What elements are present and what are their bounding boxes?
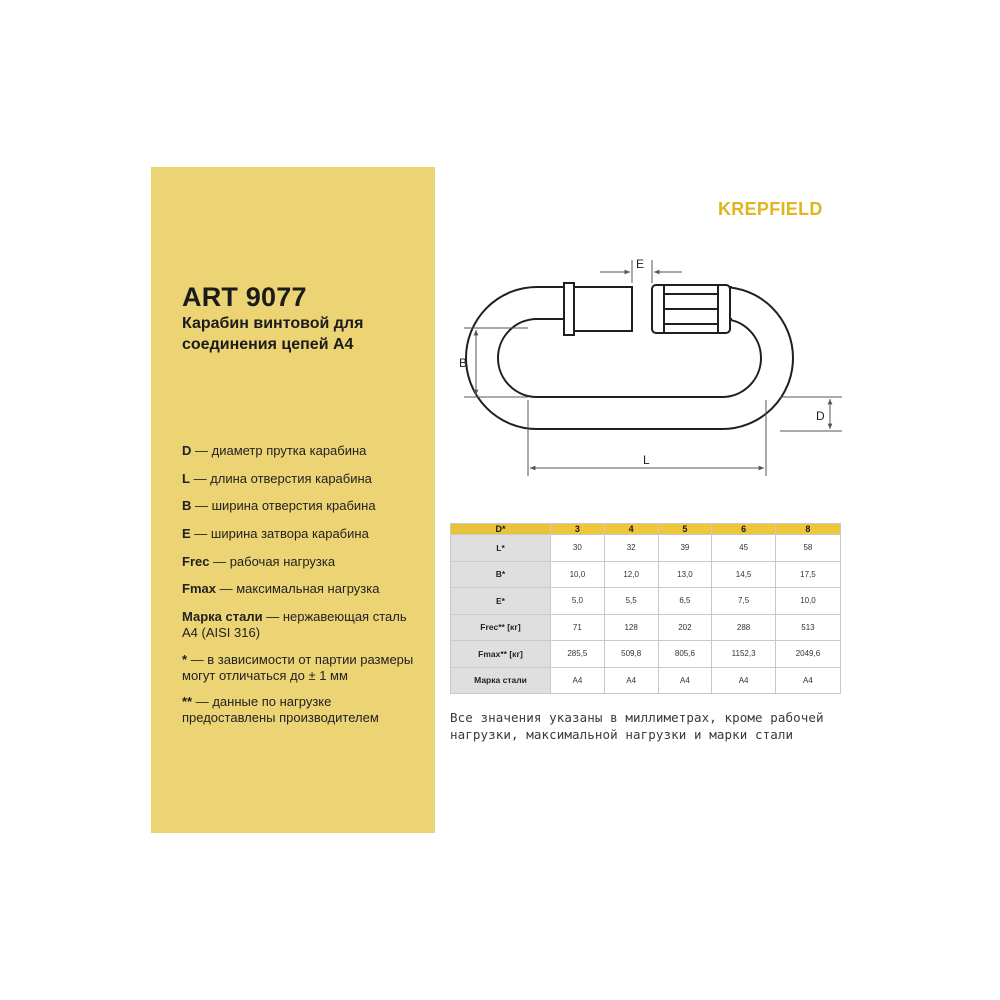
legend-item [182,443,422,459]
article-number: ART 9077 [182,282,307,312]
table-cell: 10,0 [775,588,840,615]
row-label: Марка стали [451,667,551,694]
legend-text: — максимальная нагрузка [215,581,380,596]
table-cell: 513 [775,614,840,641]
spec-table [450,523,841,694]
table-cell: 285,5 [551,641,605,668]
left-sleeve [564,283,632,335]
legend-text: — ширина затвора карабина [190,526,369,541]
legend-item [182,609,422,641]
legend-key: B [182,498,192,513]
header-cell: 6 [712,524,776,535]
legend-text: — нержавеющая сталь А4 (AISI 316) [182,609,407,640]
table-row [451,561,841,588]
legend-text: — в зависимости от партии размеры могут отличаться до ± 1 мм [182,652,414,683]
table-cell: A4 [712,667,776,694]
legend-key: Frec [182,554,210,569]
screw-nut [652,285,730,333]
table-cell: 12,0 [604,561,658,588]
table-cell: 288 [712,614,776,641]
table-cell: 30 [551,535,605,562]
dimension-b [464,328,528,397]
table-cell: 2049,6 [775,641,840,668]
header-cell: 3 [551,524,605,535]
brand-logo: KREPFIELD [718,199,823,219]
table-row [451,667,841,694]
table-cell: 6,5 [658,588,712,615]
legend-text: — длина отверстия карабина [189,471,372,486]
table-cell: 5,0 [551,588,605,615]
legend-item [182,526,422,542]
table-cell: 5,5 [604,588,658,615]
table-cell: 202 [658,614,712,641]
table-cell: 14,5 [712,561,776,588]
table-cell: 58 [775,535,840,562]
table-cell: 71 [551,614,605,641]
row-label: Fmax** [кг] [451,641,551,668]
dimension-l-label: L [643,453,650,467]
table-cell: A4 [604,667,658,694]
legend-key: L [182,471,190,486]
legend-key: Марка стали [182,609,263,624]
dimension-e-label: E [636,257,645,271]
legend-text: — диаметр прутка карабина [191,443,367,458]
header-cell: 8 [775,524,840,535]
table-row [451,641,841,668]
table-cell: A4 [551,667,605,694]
table-cell: A4 [775,667,840,694]
table-cell: A4 [658,667,712,694]
units-note: Все значения указаны в миллиметрах, кроме рабочей нагрузки, максимальной нагрузки и марки стали [450,710,824,742]
legend-key: Fmax [182,581,216,596]
legend-item [182,471,422,487]
dimension-d-label: D [816,409,825,423]
row-label: E* [451,588,551,615]
table-cell: 7,5 [712,588,776,615]
table-row [451,535,841,562]
table-row [451,614,841,641]
row-label: L* [451,535,551,562]
legend-item [182,652,422,684]
legend-item [182,554,422,570]
table-header-row [451,524,841,535]
table-cell: 805,6 [658,641,712,668]
header-cell: 5 [658,524,712,535]
table-cell: 10,0 [551,561,605,588]
table-cell: 509,8 [604,641,658,668]
legend-text: — рабочая нагрузка [209,554,336,569]
legend-text: — ширина отверстия крабина [191,498,376,513]
table-cell: 128 [604,614,658,641]
table-cell: 17,5 [775,561,840,588]
dimension-d [780,397,842,431]
legend-item [182,694,422,726]
table-cell: 32 [604,535,658,562]
table-cell: 39 [658,535,712,562]
row-label: Frec** [кг] [451,614,551,641]
table-cell: 45 [712,535,776,562]
legend-item [182,498,422,514]
legend-key: E [182,526,191,541]
header-cell: 4 [604,524,658,535]
legend-item [182,581,422,597]
table-cell: 13,0 [658,561,712,588]
legend-text: — данные по нагрузке предоставлены производителем [182,694,379,725]
dimension-b-label: B [459,356,468,370]
legend-key: * [182,652,188,667]
legend-key: ** [182,694,193,709]
legend-key: D [182,443,192,458]
header-cell: D* [451,524,551,535]
carabiner-diagram [450,250,850,490]
table-cell: 1152,3 [712,641,776,668]
row-label: B* [451,561,551,588]
product-title: Карабин винтовой для соединения цепей А4 [182,315,364,353]
table-row [451,588,841,615]
